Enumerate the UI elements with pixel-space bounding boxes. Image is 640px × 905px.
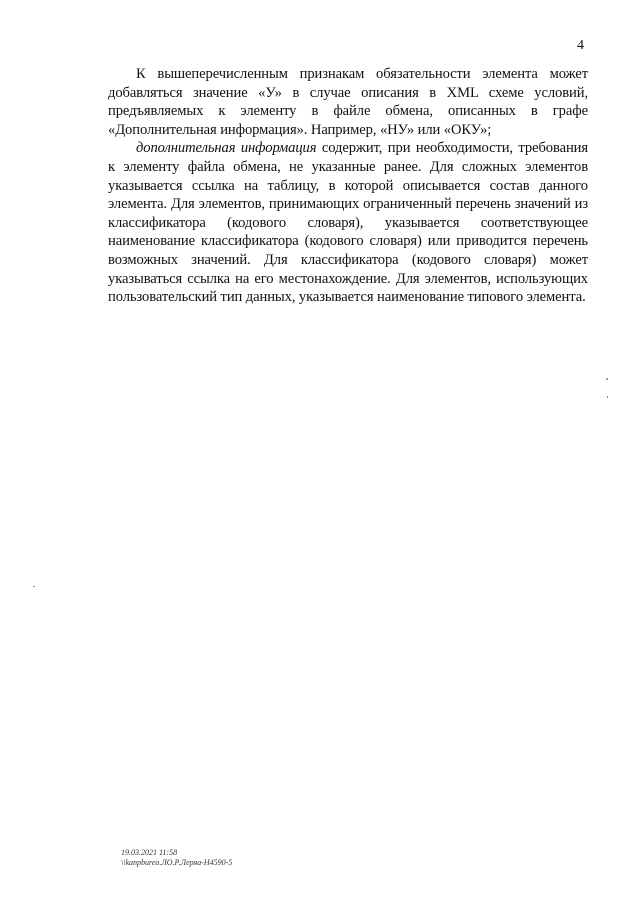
scan-speck (606, 378, 608, 380)
footer-timestamp: 19.03.2021 11:58 (121, 848, 178, 857)
document-footer (121, 848, 232, 868)
body-text (108, 65, 588, 307)
paragraph-text: содержит, при необходимости, требования к элементу файла обмена, не указанные ранее. Для сложных элементов указывается ссылка на таблицу, в которой описывается состав данного элемента. Для элементов, принимающих ограниченный перечень значений из классификатора (кодового словаря), указывается соответствующее наименование классификатора (кодового словаря) или приводится перечень возможных значений. Для классификатора (кодового словаря) может указываться ссылка на его местонахождение. Для элементов, использующих пользовательский тип данных, указывается наименование типового элемента. (108, 140, 588, 306)
paragraph-lead-italic: дополнительная информация (136, 140, 317, 157)
paragraph-additional-info (108, 139, 588, 306)
scan-speck (607, 396, 608, 398)
page-number: 4 (577, 38, 584, 53)
paragraph-text: К вышеперечисленным признакам обязательности элемента может добавляться значение «У» в случае описания в XML схеме условий, предъявляемых к элементу в файле обмена, описанных в графе «Дополнительная информация». Например, «НУ» или «ОКУ»; (108, 66, 588, 138)
paragraph-required-attributes (108, 65, 588, 139)
footer-path: \\kanpbureo.ЛО.Р.Леряа-Н4590-5 (121, 858, 233, 867)
scan-speck (33, 586, 35, 587)
